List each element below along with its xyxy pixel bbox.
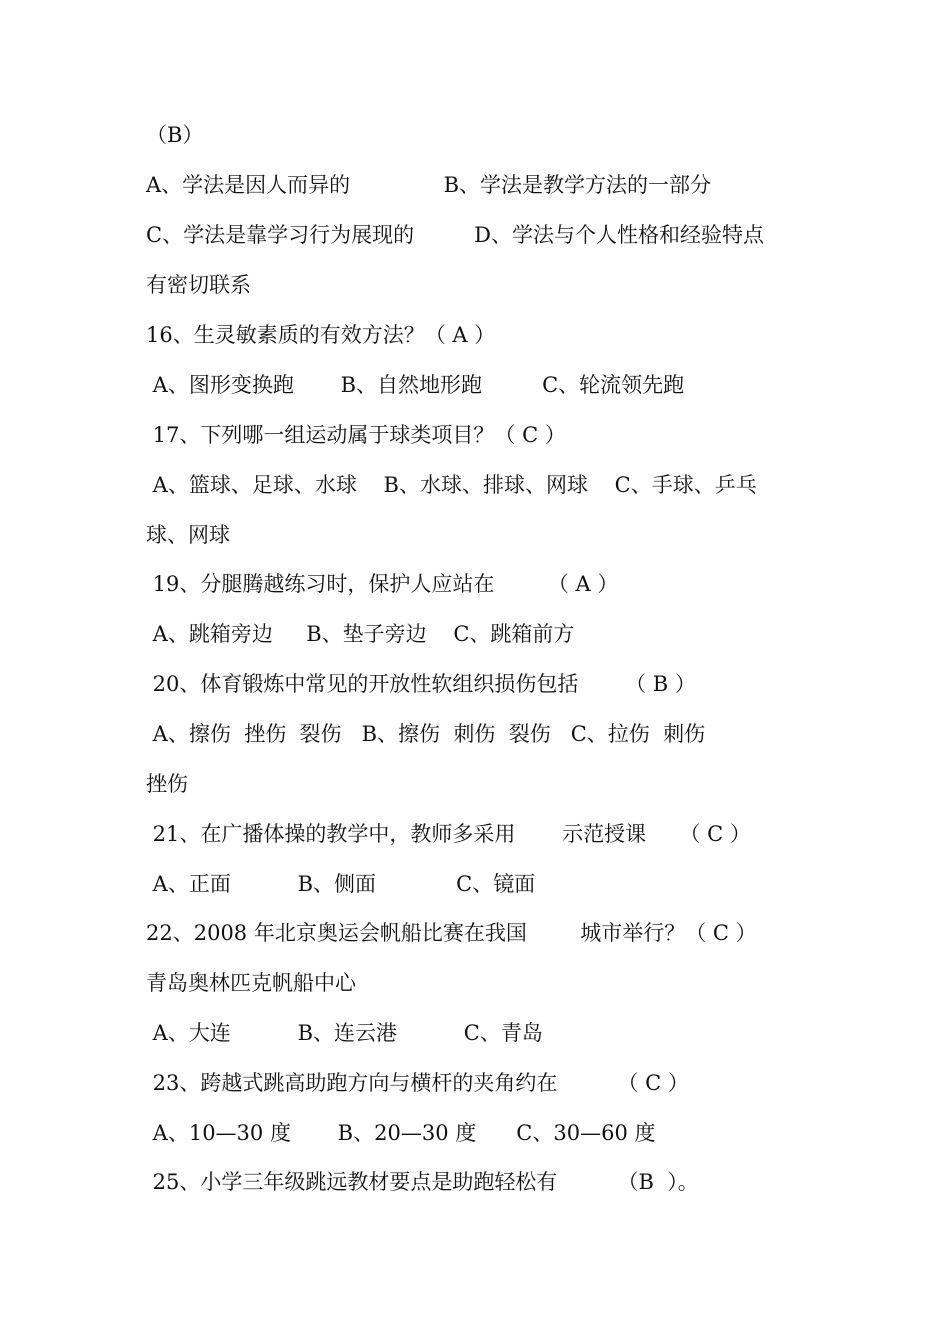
text-line: 20、体育锻炼中常见的开放性软组织损伤包括 （ B ）	[146, 672, 696, 696]
text-line: 19、分腿腾越练习时，保护人应站在 （ A ）	[146, 572, 619, 596]
text-line: 有密切联系	[146, 273, 251, 297]
text-line: 挫伤	[146, 772, 188, 796]
text-line: 17、下列哪一组运动属于球类项目？（ C ）	[146, 423, 566, 447]
text-line: A、跳箱旁边 B、垫子旁边 C、跳箱前方	[146, 622, 575, 646]
text-line: 青岛奥林匹克帆船中心	[146, 971, 356, 995]
text-line: 球、网球	[146, 523, 230, 547]
text-line: A、正面 B、侧面 C、镜面	[146, 872, 536, 896]
text-line: A、篮球、足球、水球 B、水球、排球、网球 C、手球、乒乓	[146, 473, 757, 497]
text-line: A、学法是因人而异的 B、学法是教学方法的一部分	[146, 173, 712, 197]
text-line: A、擦伤 挫伤 裂伤 B、擦伤 刺伤 裂伤 C、拉伤 刺伤	[146, 722, 706, 746]
text-line: 25、小学三年级跳远教材要点是助跑轻松有 （B ）。	[146, 1170, 699, 1194]
text-line: 22、2008 年北京奥运会帆船比赛在我国 城市举行？（ C ）	[146, 921, 757, 945]
text-line: A、10—30 度 B、20—30 度 C、30—60 度	[146, 1121, 656, 1145]
text-line: A、图形变换跑 B、自然地形跑 C、轮流领先跑	[146, 373, 685, 397]
text-line: 16、生灵敏素质的有效方法？（ A ）	[146, 323, 496, 347]
text-line: 23、跨越式跳高助跑方向与横杆的夹角约在 （ C ）	[146, 1071, 689, 1095]
text-line: A、大连 B、连云港 C、青岛	[146, 1021, 543, 1045]
text-line: （B）	[146, 123, 204, 147]
text-line: C、学法是靠学习行为展现的 D、学法与个人性格和经验特点	[146, 223, 764, 247]
text-line: 21、在广播体操的教学中，教师多采用 示范授课 （ C ）	[146, 822, 751, 846]
